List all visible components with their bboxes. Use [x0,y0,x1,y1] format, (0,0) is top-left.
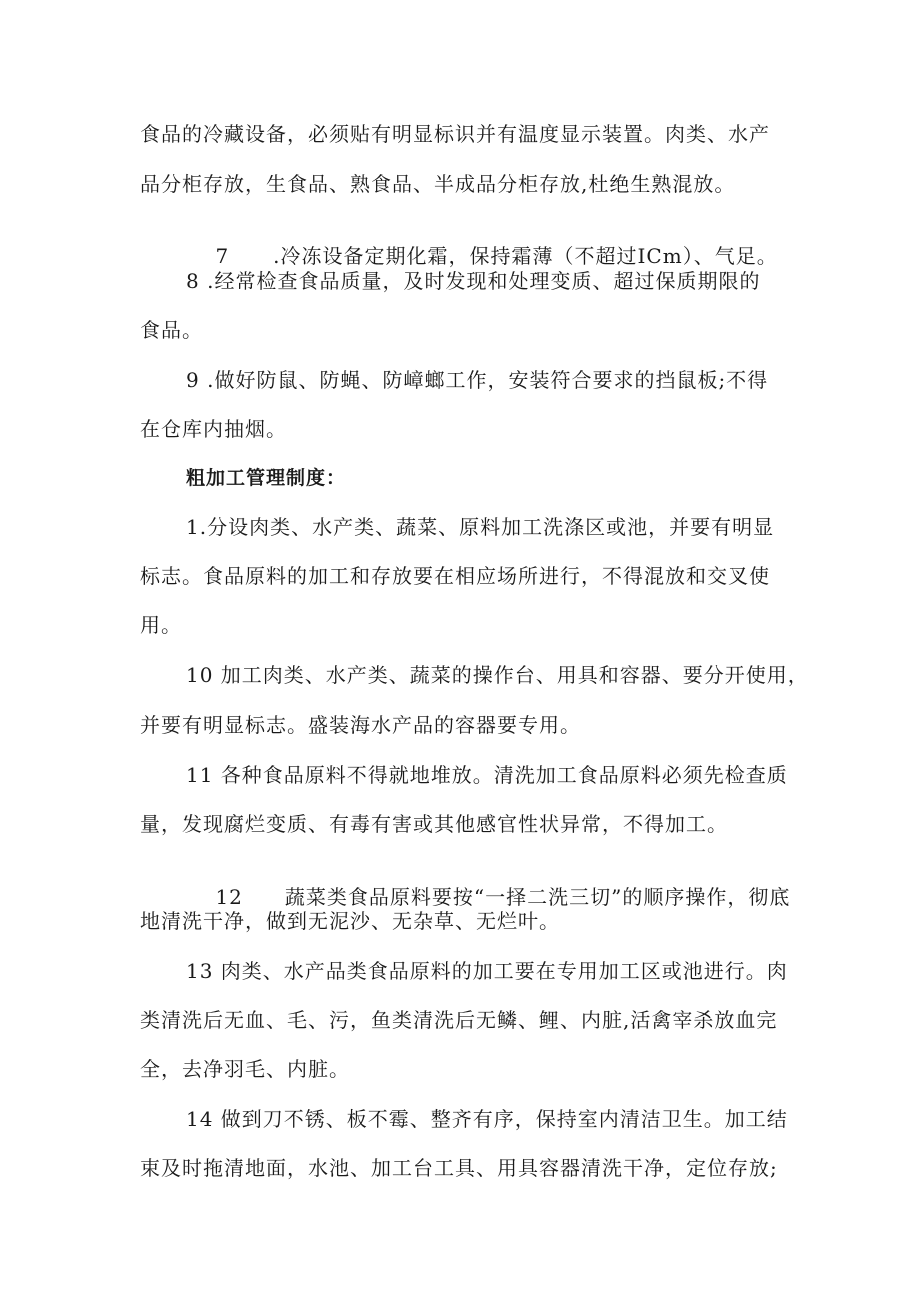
paragraph-line: 类清洗后无血、毛、污，鱼类清洗后无鳞、鲤、内脏,活禽宰杀放血完 [140,1008,778,1032]
rule-13: 13 肉类、水产品类食品原料的加工要在专用加工区或池进行。肉 [186,959,788,983]
paragraph-line: 品分柜存放，生食品、熟食品、半成品分柜存放,杜绝生熟混放。 [140,172,736,196]
item-number: 7 [215,244,230,268]
list-item-8: 8 .经常检查食品质量，及时发现和处理变质、超过保质期限的 [186,269,761,293]
paragraph-line: 地清洗干净，做到无泥沙、无杂草、无烂叶。 [140,909,560,933]
item-number: 12 [215,885,243,909]
paragraph-line: 食品的冷藏设备，必须贴有明显标识并有温度显示装置。肉类、水产 [140,122,770,146]
item-text: .冷冻设备定期化霜，保持霜薄（不超过ICm）、气足。 [273,244,778,268]
section-heading: 粗加工管理制度： [186,467,347,489]
rule-1: 1.分设肉类、水产类、蔬菜、原料加工洗涤区或池，并要有明显 [186,515,775,539]
rule-10: 10 加工肉类、水产类、蔬菜的操作台、用具和容器、要分开使用， [186,663,809,687]
list-item-9: 9 .做好防鼠、防蝇、防嶂螂工作，安装符合要求的挡鼠板;不得 [186,368,769,392]
paragraph-line: 在仓库内抽烟。 [140,417,287,441]
rule-11: 11 各种食品原料不得就地堆放。清洗加工食品原料必须先检查质 [186,763,788,787]
rule-14: 14 做到刀不锈、板不霉、整齐有序，保持室内清洁卫生。加工结 [186,1107,788,1131]
paragraph-line: 束及时拖清地面，水池、加工台工具、用具容器清洗干净，定位存放; [140,1156,778,1180]
paragraph-line: 食品。 [140,318,203,342]
paragraph-line: 标志。食品原料的加工和存放要在相应场所进行，不得混放和交叉使 [140,564,770,588]
paragraph-line: 全，去净羽毛、内脏。 [140,1057,350,1081]
paragraph-line: 并要有明显标志。盛装海水产品的容器要专用。 [140,713,581,737]
paragraph-line: 量，发现腐烂变质、有毒有害或其他感官性状异常，不得加工。 [140,812,728,836]
paragraph-line: 用。 [140,613,182,637]
item-text: 蔬菜类食品原料要按“一择二洗三切”的顺序操作，彻底 [284,885,791,909]
